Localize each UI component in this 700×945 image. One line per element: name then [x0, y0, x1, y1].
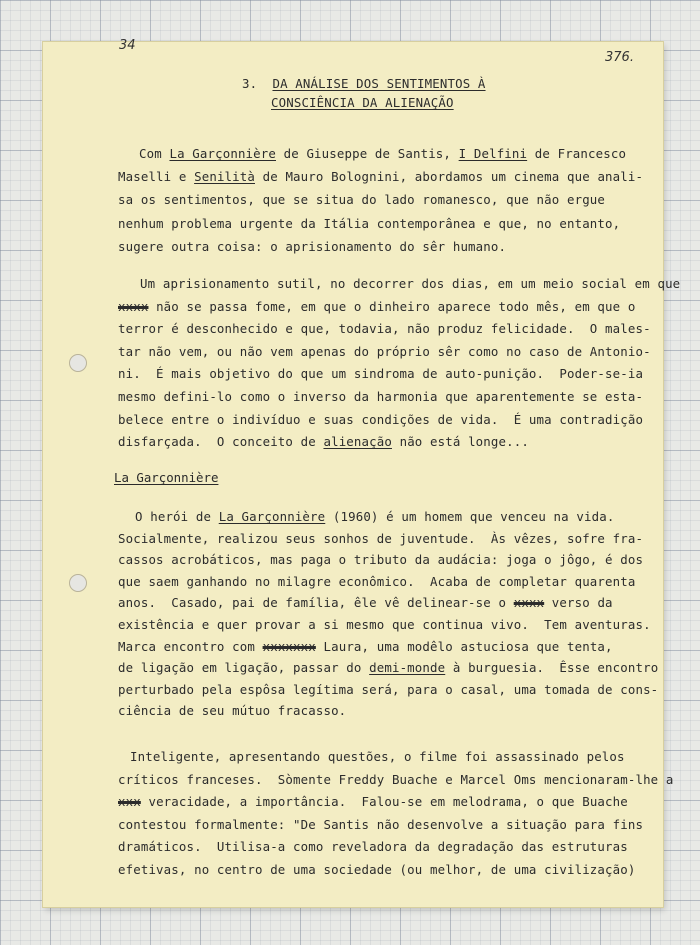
text-line: [118, 552, 643, 568]
text-run: tar não vem, ou não vem apenas do próprio sêr como no caso de Antonio-: [118, 343, 651, 359]
section-heading: La Garçonnière: [114, 470, 219, 485]
text-run: Marca encontro com: [118, 638, 263, 654]
text-line: [118, 169, 643, 185]
text-line: [118, 239, 506, 255]
text-line: [118, 192, 605, 208]
text-run: críticos franceses. Sòmente Freddy Buache e Marcel Oms mencionaram-lhe a: [118, 771, 674, 787]
text-run: dramáticos. Utilisa-a como reveladora da degradação das estruturas: [118, 839, 628, 854]
text-line: [118, 682, 658, 698]
text-run: não está longe...: [391, 434, 529, 450]
text-run: Socialmente, realizou seus sonhos de juventude. Às vêzes, sofre fra-: [118, 530, 644, 546]
text-run: de Francesco: [527, 146, 627, 161]
underlined-text: I Delfini: [458, 146, 528, 161]
text-line: [118, 617, 651, 633]
text-run: existência e quer provar a si mesmo que continua vivo. Tem aventuras.: [118, 617, 651, 632]
text-line: [118, 794, 628, 810]
text-line: [118, 639, 613, 655]
text-run: Um aprisionamento sutil, no decorrer dos dias, em um meio social em que: [140, 276, 681, 291]
chapter-title-line2: CONSCIÊNCIA DA ALIENAÇÃO: [271, 95, 454, 110]
text-run: de Giuseppe de Santis,: [276, 146, 459, 161]
text-line: [118, 344, 651, 360]
text-line: [118, 216, 620, 232]
chapter-number: 3.: [242, 76, 258, 91]
text-run: Inteligente, apresentando questões, o filme foi assassinado pelos: [130, 749, 625, 764]
text-run: sa os sentimentos, que se situa do lado romanesco, que não ergue: [118, 192, 606, 208]
text-run: veracidade, a importância. Falou-se em melodrama, o que Buache: [140, 794, 628, 809]
text-run: terror é desconhecido e que, todavia, não produz felicidade. O males-: [118, 321, 651, 337]
text-line: [118, 434, 529, 450]
text-line: [118, 862, 635, 878]
text-run: cassos acrobáticos, mas paga o tributo da audácia: joga o jôgo, é dos: [118, 552, 644, 568]
text-run: que saem ganhando no milagre econômico. Acaba de completar quarenta: [118, 573, 636, 589]
punch-hole: [69, 354, 87, 372]
text-run: disfarçada. O conceito de: [118, 434, 324, 450]
underlined-text: La Garçonnière: [169, 146, 276, 161]
text-run: verso da: [544, 595, 613, 611]
text-line: [118, 412, 643, 428]
underlined-text: La Garçonnière: [218, 509, 326, 524]
text-line: [118, 817, 643, 833]
text-run: Laura, uma modêlo astuciosa que tenta,: [315, 638, 613, 654]
handwritten-annotation-left: 34: [119, 38, 136, 53]
text-run: sugere outra coisa: o aprisionamento do sêr humano.: [118, 238, 507, 254]
text-line: [130, 749, 625, 765]
text-run: mesmo defini-lo como o inverso da harmonia que aparentemente se esta-: [118, 389, 644, 404]
text-run: anos. Casado, pai de família, êle vê delinear-se o: [118, 595, 514, 611]
underlined-text: demi-monde: [369, 660, 446, 676]
text-run: O herói de: [135, 509, 219, 524]
chapter-title-line1: [242, 76, 486, 92]
text-run: não se passa fome, em que o dinheiro aparece todo mês, em que o: [148, 298, 636, 314]
text-line: [118, 531, 643, 547]
text-run: de Mauro Bolognini, abordamos um cinema que anali-: [255, 169, 644, 185]
text-run: Com: [139, 146, 170, 161]
struck-out-text: xxxx: [513, 595, 545, 611]
text-line: [118, 321, 651, 337]
text-line: [118, 595, 613, 611]
text-run: perturbado pela espôsa legítima será, para o casal, uma tomada de cons-: [118, 681, 659, 697]
text-run: ciência de seu mútuo fracasso.: [118, 703, 347, 719]
text-line: [118, 574, 635, 590]
text-line: [139, 146, 626, 162]
underlined-text: Senilità: [194, 169, 255, 185]
text-run: Maselli e: [118, 169, 195, 185]
struck-out-text: xxx: [118, 794, 141, 809]
text-run: nenhum problema urgente da Itália contemporânea e que, no entanto,: [118, 215, 621, 231]
chapter-title-text-1: DA ANÁLISE DOS SENTIMENTOS À: [272, 76, 486, 91]
text-line: [118, 660, 658, 676]
text-line: [140, 276, 680, 292]
struck-out-text: xxxx: [118, 298, 149, 314]
handwritten-page-number: 376.: [605, 50, 634, 65]
text-line: [135, 509, 614, 525]
underlined-text: alienação: [323, 434, 392, 450]
text-run: belece entre o indivíduo e suas condições de vida. É uma contradição: [118, 411, 644, 427]
text-line: [118, 366, 643, 382]
text-line: [118, 703, 346, 719]
text-line: [118, 772, 674, 788]
text-line: [118, 389, 643, 405]
text-run: à burguesia. Êsse encontro: [445, 660, 659, 676]
text-run: contestou formalmente: "De Santis não desenvolve a situação para fins: [118, 816, 644, 832]
text-run: de ligação em ligação, passar do: [118, 660, 370, 676]
text-run: (1960) é um homem que venceu na vida.: [325, 509, 615, 524]
struck-out-text: xxxxxxx: [262, 638, 316, 654]
text-line: [118, 839, 628, 855]
typewritten-page: [43, 38, 681, 907]
text-run: ni. É mais objetivo do que um sindroma de auto-punição. Poder-se-ia: [118, 366, 644, 382]
punch-hole: [69, 574, 87, 592]
text-line: [118, 299, 635, 315]
text-run: efetivas, no centro de uma sociedade (ou melhor, de uma civilização): [118, 861, 636, 877]
